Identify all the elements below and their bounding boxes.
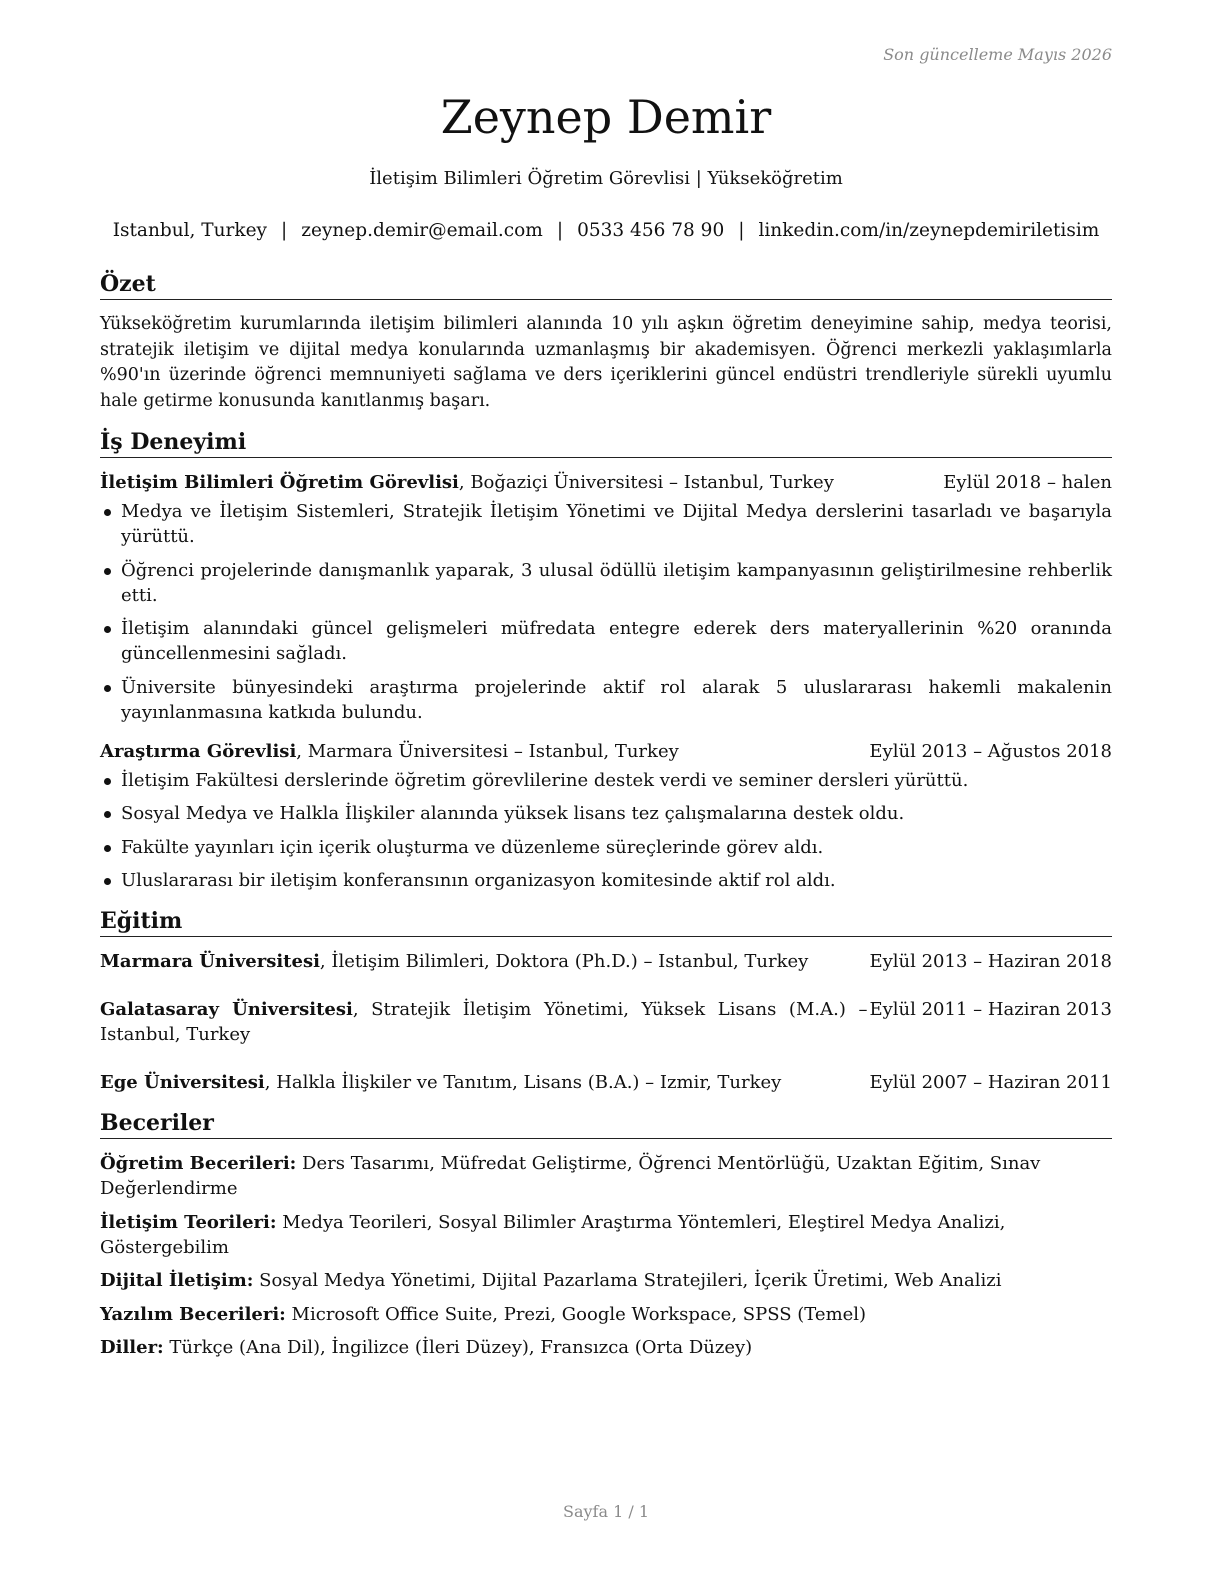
- job-header: [100, 739, 1112, 764]
- job-entry: [100, 470, 1112, 725]
- contact-separator: |: [738, 220, 745, 241]
- skill-row: [100, 1151, 1112, 1201]
- contact-phone: 0533 456 78 90: [577, 220, 725, 241]
- job-title-line: [100, 470, 941, 495]
- education-entry: [100, 1070, 1112, 1095]
- job-bullet: İletişim Fakültesi derslerinde öğretim görevlilerine destek verdi ve seminer dersleri yürüttü.: [100, 768, 1112, 793]
- skill-value: Ders Tasarımı, Müfredat Geliştirme, Öğrenci Mentörlüğü, Uzaktan Eğitim, Sınav Değerlendirme: [100, 1153, 1041, 1199]
- job-bullet: Fakülte yayınları için içerik oluşturma ve düzenleme süreçlerinde görev aldı.: [100, 835, 1112, 860]
- section-title-education: Eğitim: [100, 907, 1112, 937]
- skill-row: [100, 1268, 1112, 1293]
- education-dates: Eylül 2007 – Haziran 2011: [869, 1072, 1112, 1093]
- contact-linkedin-link[interactable]: linkedin.com/in/zeynepdemiriletisim: [758, 220, 1100, 241]
- skill-row: [100, 1335, 1112, 1360]
- resume-page: [100, 0, 1112, 1584]
- candidate-name: Zeynep Demir: [440, 90, 772, 144]
- skill-label: Diller:: [100, 1337, 164, 1358]
- contact-separator: |: [281, 220, 288, 241]
- section-title-experience: İş Deneyimi: [100, 428, 1112, 458]
- skill-value: Microsoft Office Suite, Prezi, Google Workspace, SPSS (Temel): [285, 1303, 867, 1325]
- education-school: Ege Üniversitesi: [100, 1072, 265, 1093]
- job-entry: [100, 739, 1112, 894]
- job-bullet: Sosyal Medya ve Halkla İlişkiler alanında yüksek lisans tez çalışmalarına destek oldu.: [100, 801, 1112, 826]
- education-detail: , Stratejik İletişim Yönetimi, Yüksek Lisans (M.A.) – Istanbul, Turkey: [100, 999, 868, 1045]
- section-title-summary: Özet: [100, 270, 1112, 300]
- education-school: Galatasaray Üniversitesi: [100, 999, 353, 1020]
- job-role: Araştırma Görevlisi: [100, 740, 297, 762]
- skill-row: [100, 1210, 1112, 1260]
- job-organization: , Marmara Üniversitesi – Istanbul, Turkey: [296, 740, 679, 762]
- job-bullet: Öğrenci projelerinde danışmanlık yaparak, 3 ulusal ödüllü iletişim kampanyasının geliştirilmesine rehberlik etti.: [100, 558, 1112, 608]
- last-updated-note: Son güncelleme Mayıs 2026: [883, 45, 1112, 64]
- job-bullet: Medya ve İletişim Sistemleri, Stratejik İletişim Yönetimi ve Dijital Medya derslerini tasarladı ve başarıyla yürüttü.: [100, 499, 1112, 549]
- skill-value: Sosyal Medya Yönetimi, Dijital Pazarlama Stratejileri, İçerik Üretimi, Web Analizi: [253, 1270, 1002, 1291]
- job-bullet: Üniversite bünyesindeki araştırma projelerinde aktif rol alarak 5 uluslararası hakemli makalenin yayınlanmasına katkıda bulundu.: [100, 675, 1112, 725]
- education-title-line: [100, 997, 867, 1047]
- skill-row: [100, 1302, 1112, 1327]
- contact-location: Istanbul, Turkey: [112, 220, 268, 241]
- education-dates: Eylül 2011 – Haziran 2013: [869, 999, 1112, 1020]
- job-header: [100, 470, 1112, 495]
- skill-label: Öğretim Becerileri:: [100, 1153, 297, 1174]
- skill-label: Yazılım Becerileri:: [100, 1303, 286, 1325]
- education-detail: , Halkla İlişkiler ve Tanıtım, Lisans (B.A.) – Izmir, Turkey: [264, 1072, 782, 1093]
- skill-label: Dijital İletişim:: [100, 1270, 254, 1291]
- education-school: Marmara Üniversitesi: [100, 951, 320, 972]
- education-entry: [100, 949, 1112, 974]
- job-role: İletişim Bilimleri Öğretim Görevlisi: [100, 472, 459, 493]
- job-dates: Eylül 2018 – halen: [943, 472, 1112, 493]
- contact-line: [100, 218, 1112, 244]
- section-title-skills: Beceriler: [100, 1109, 1112, 1139]
- job-bullet: İletişim alanındaki güncel gelişmeleri müfredata entegre ederek ders materyallerinin %20 oranında güncellenmesini sağladı.: [100, 616, 1112, 666]
- resume-content: [100, 270, 1112, 1369]
- education-title-line: [100, 949, 867, 974]
- education-entry: [100, 997, 1112, 1047]
- job-bullet: Uluslararası bir iletişim konferansının organizasyon komitesinde aktif rol aldı.: [100, 868, 1112, 893]
- education-title-line: [100, 1070, 867, 1095]
- contact-separator: |: [556, 220, 564, 241]
- job-bullet-list: [100, 499, 1112, 725]
- job-bullet-list: [100, 768, 1112, 894]
- job-title-line: [100, 739, 867, 764]
- contact-email[interactable]: zeynep.demir@email.com: [301, 220, 543, 241]
- skill-value: Türkçe (Ana Dil), İngilizce (İleri Düzey), Fransızca (Orta Düzey): [163, 1337, 753, 1358]
- page-number: Sayfa 1 / 1: [562, 1502, 649, 1521]
- job-dates: Eylül 2013 – Ağustos 2018: [869, 740, 1112, 762]
- job-organization: , Boğaziçi Üniversitesi – Istanbul, Turkey: [458, 472, 834, 493]
- skill-value: Medya Teorileri, Sosyal Bilimler Araştırma Yöntemleri, Eleştirel Medya Analizi, Göstergebilim: [100, 1211, 1006, 1258]
- summary-text: Yükseköğretim kurumlarında iletişim bilimleri alanında 10 yılı aşkın öğretim deneyimine sahip, medya teorisi, stratejik iletişim ve dijital medya konularında uzmanlaşmış bir akademisyen. Öğrenci merkezli yaklaşımlarla %90'ın üzerinde öğrenci memnuniyeti sağlama ve ders içeriklerini güncel endüstri trendleriyle sürekli uyumlu hale getirme konusunda kanıtlanmış başarı.: [100, 314, 1112, 411]
- education-dates: Eylül 2013 – Haziran 2018: [869, 951, 1112, 972]
- education-detail: , İletişim Bilimleri, Doktora (Ph.D.) – Istanbul, Turkey: [319, 951, 809, 972]
- skill-label: İletişim Teorileri:: [100, 1211, 277, 1233]
- candidate-subtitle: İletişim Bilimleri Öğretim Görevlisi | Yükseköğretim: [369, 168, 843, 189]
